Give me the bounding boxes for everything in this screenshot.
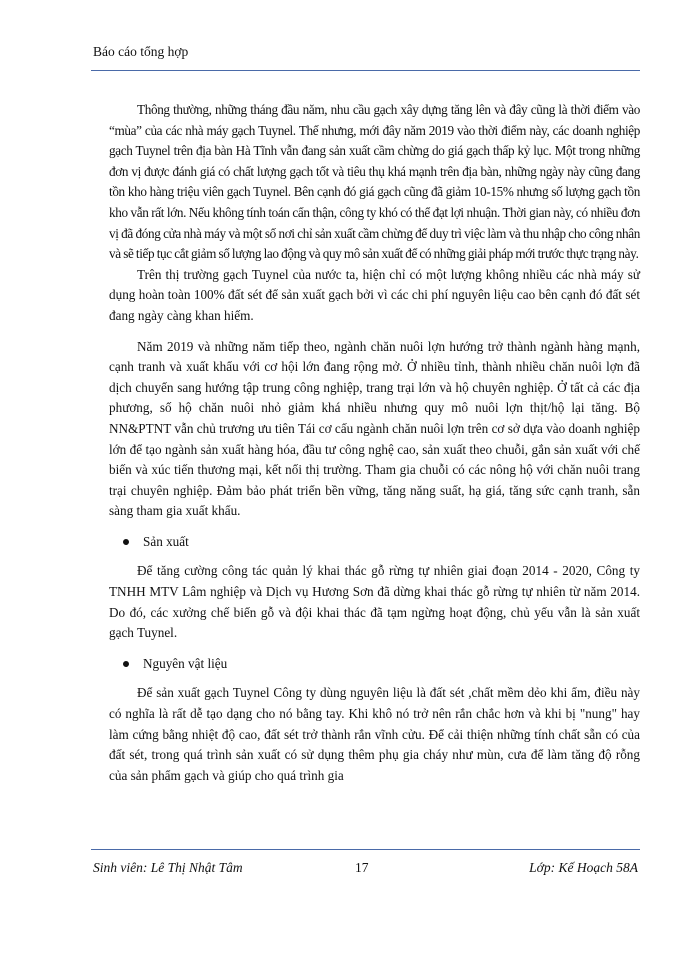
paragraph-clay-usage: Trên thị trường gạch Tuynel của nước ta, hiện chỉ có một lượng không nhiều các nhà máy sử dụng hoàn toàn 100% đất sét để sản xuất gạch bởi vì các chi phí nguyên liệu cao bên cạnh đó đất sét đang ngày càng khan hiếm. [109, 266, 640, 323]
bullet-materials-label: Nguyên vật liệu [143, 655, 228, 671]
paragraph-gap [109, 327, 640, 337]
page-header-title: Báo cáo tổng hợp [93, 44, 189, 59]
bullet-dot-icon [123, 661, 129, 667]
footer-student-name: Sinh viên: Lê Thị Nhật Tâm [93, 860, 243, 875]
paragraph-gap [109, 522, 640, 532]
paragraph-production: Để tăng cường công tác quản lý khai thác gỗ rừng tự nhiên giai đoạn 2014 - 2020, Công ty TNHH MTV Lâm nghiệp và Dịch vụ Hương Sơn đã dừng khai thác gỗ rừng tự nhiên từ năm 2014. Do đó, các xưởng chế biến gỗ và đội khai thác đã tạm ngừng hoạt động, chủ yếu vẫn là sản xuất gạch Tuynel. [109, 563, 640, 641]
paragraph-pig-farming: Năm 2019 và những năm tiếp theo, ngành chăn nuôi lợn hướng trở thành ngành hàng mạnh, cạnh tranh và xuất khẩu với cơ hội lớn đang rộng mở. Ở nhiều tỉnh, thành nhiều chăn nuôi lợn đã dịch chuyển sang hướng tập trung công nghiệp, trang trại lớn và hộ chuyên nghiệp. Ở tất cả các địa phương, số hộ chăn nuôi nhỏ giảm khá nhiều nhưng quy mô nuôi lợn thịt/hộ lại tăng. Bộ NN&PTNT vẫn chủ trương ưu tiên Tái cơ cấu ngành chăn nuôi lợn trên cơ sở dựa vào doanh nghiệp lớn để tạo ngành sản xuất hàng hóa, đầu tư công nghệ cao, sản xuất theo chuỗi, gắn sản xuất với chế biến và xúc tiến thương mại, kết nối thị trường. Tham gia chuỗi có các nông hộ với chăn nuôi trang trại chuyên nghiệp. Đảm bảo phát triển bền vững, tăng năng suất, hạ giá, tăng sức cạnh tranh, sẵn sàng tham gia xuất khẩu. [109, 338, 640, 519]
footer-divider [91, 849, 640, 850]
document-body [109, 100, 640, 786]
header-divider [91, 70, 640, 71]
bullet-production-label: Sản xuất [143, 533, 189, 549]
bullet-materials [109, 654, 640, 675]
paragraph-gap [109, 644, 640, 654]
paragraph-materials: Để sản xuất gạch Tuynel Công ty dùng nguyên liệu là đất sét ,chất mềm dẻo khi ẩm, điều này có nghĩa là rất dễ tạo dạng cho nó bằng tay. Khi khô nó trở nên rắn chắc hơn và khi bị "nung" hay làm cứng bằng nhiệt độ cao, đất sét trở thành rắn vĩnh cửu. Để cải thiện những tính chất sẵn có của đất sét, trong quá trình sản xuất có sử dụng thêm phụ gia cháy như mùn, cưa để làm tăng độ rỗng của sản phẩm gạch và giúp cho quá trình gia [109, 685, 640, 783]
footer-class-name: Lớp: Kế Hoạch 58A [529, 860, 638, 875]
paragraph-tuynel-season: Thông thường, những tháng đầu năm, nhu cầu gạch xây dựng tăng lên và đây cũng là thời điểm vào “mùa” của các nhà máy gạch Tuynel. Thế nhưng, mới đây năm 2019 vào thời điểm này, các doanh nghiệp gạch Tuynel trên địa bàn Hà Tĩnh vẫn đang sản xuất cầm chừng do giá gạch thấp kỷ lục. Một trong những đơn vị được đánh giá có chất lượng gạch tốt và tiêu thụ khá mạnh trên địa bàn, những ngày này cũng đang tồn kho hàng triệu viên gạch Tuynel. Bên cạnh đó giá gạch cũng đã giảm 10-15% nhưng số lượng gạch tồn kho vẫn rất lớn. Nếu không tính toán cẩn thận, công ty khó có thể đạt lợi nhuận. Thời gian này, có nhiều đơn vị đã đóng cửa nhà máy và một số nơi chỉ sản xuất cầm chừng để duy trì việc làm và thu nhập cho công nhân và sẽ tiếp tục cắt giảm số lượng lao động và quy mô sản xuất để có những giải pháp mới trước thực trạng này. [109, 102, 640, 262]
bullet-production [109, 532, 640, 553]
bullet-dot-icon [123, 539, 129, 545]
footer-page-number: 17 [355, 860, 369, 875]
